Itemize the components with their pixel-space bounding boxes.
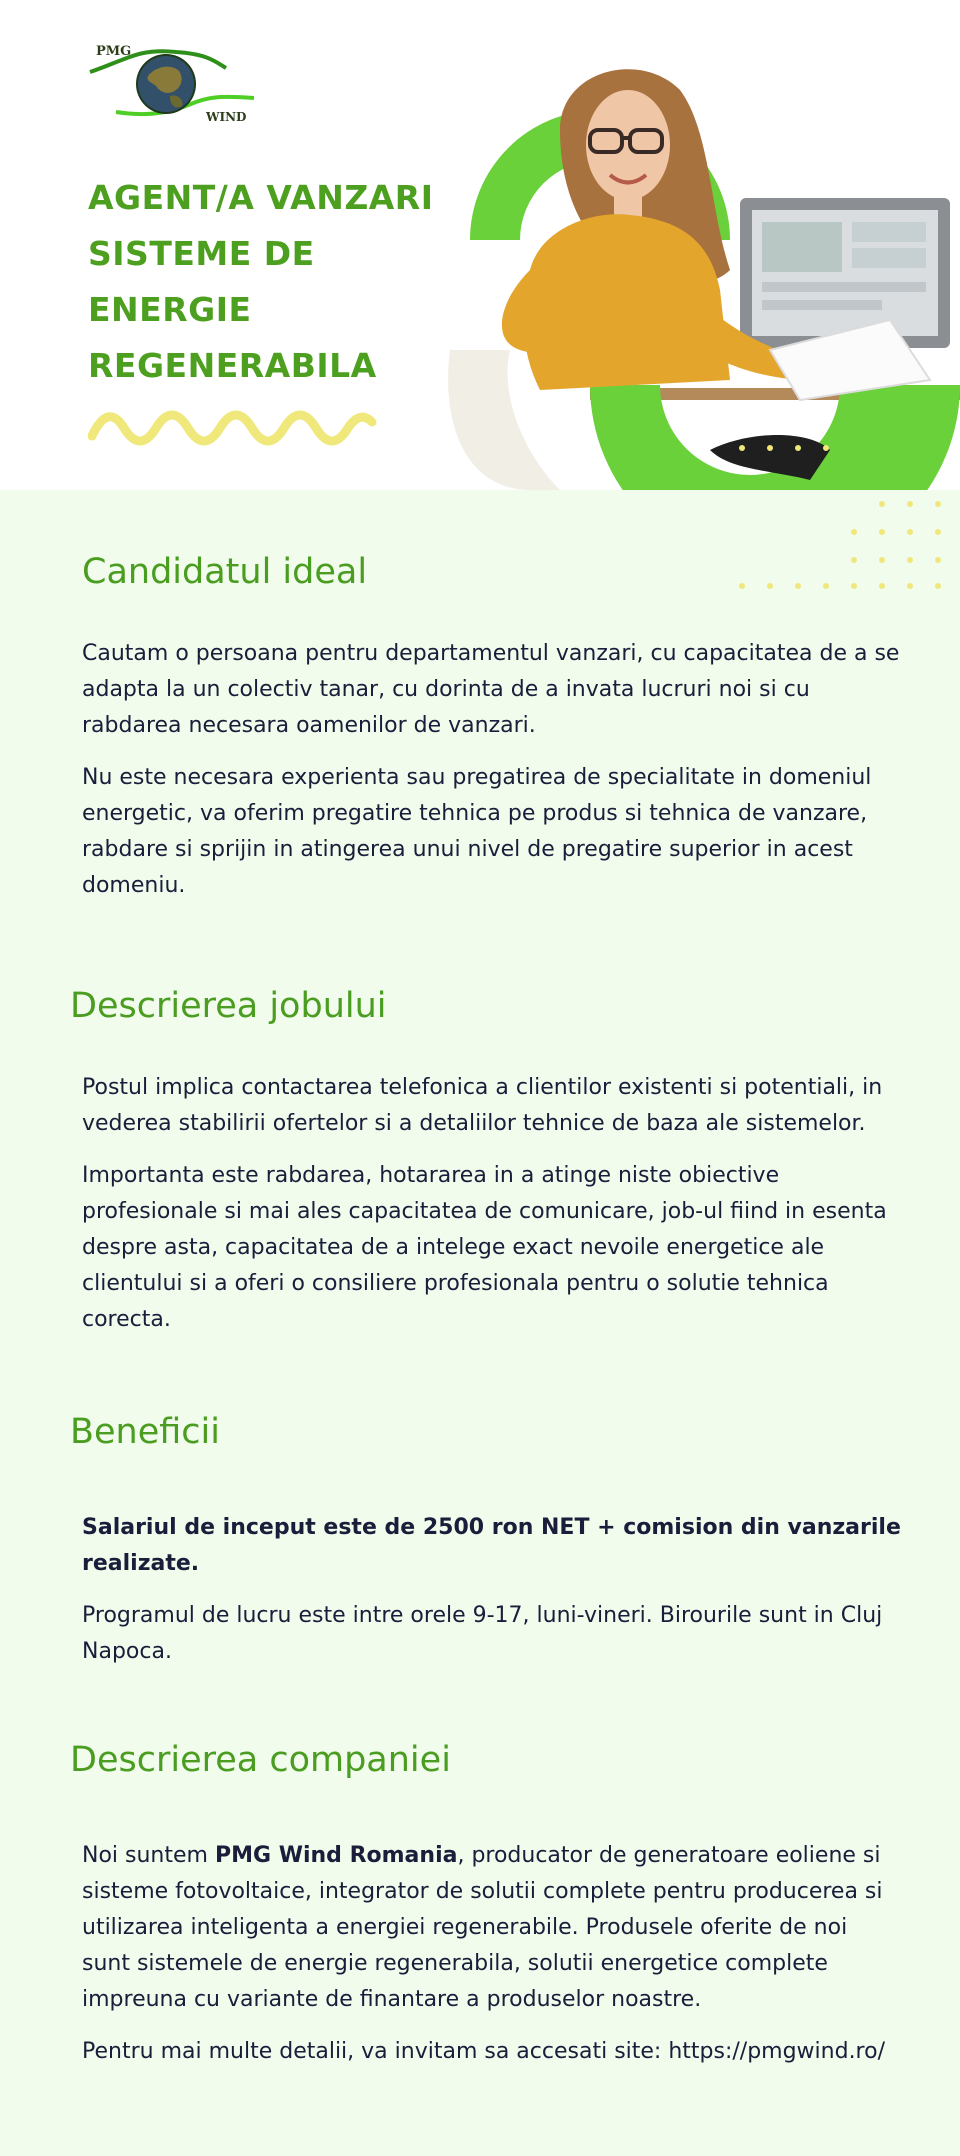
wave-decoration	[88, 408, 378, 448]
hero-illustration	[410, 50, 960, 490]
section-title-benefits: Beneficii	[70, 1412, 220, 1452]
section-title-ideal-candidate: Candidatul ideal	[82, 552, 368, 592]
job-title-line: SISTEME DE	[88, 234, 315, 273]
job-title-line: ENERGIE	[88, 290, 252, 329]
hero-banner	[0, 0, 960, 490]
job-title-line: REGENERABILA	[88, 346, 377, 385]
ideal-candidate-paragraph-2: Nu este necesara experienta sau pregatirea de specialitate in domeniul energetic, va oferim pregatire tehnica pe produs si tehnica de vanzare, rabdare si sprijin in atingerea unui nivel de pregatire superior in acest domeniu.	[82, 765, 872, 898]
logo-text-top: PMG	[96, 44, 132, 59]
company-description-paragraph-1	[82, 1838, 902, 2018]
job-description-paragraph-1: Postul implica contactarea telefonica a clientilor existenti si potentiali, in vederea stabilirii ofertelor si a detaliilor tehnice de baza ale sistemelor.	[82, 1075, 883, 1136]
company-description-text: , producator de generatoare eoliene si sisteme fotovoltaice, integrator de solutii complete pentru producerea si utilizarea inteligenta a energiei regenerabile. Produsele oferite de noi sunt sistemele de energie regenerabila, solutii energetice complete impreuna cu variante de finantare a produselor noastre.	[82, 1843, 883, 2012]
benefits-salary: Salariul de inceput este de 2500 ron NET + comision din vanzarile realizate.	[82, 1515, 901, 1576]
logo-text-bottom: WIND	[206, 110, 247, 124]
section-title-job-description: Descrierea jobului	[70, 986, 387, 1026]
company-logo	[86, 40, 266, 130]
section-title-company-description: Descrierea companiei	[70, 1740, 451, 1780]
company-website-text: Pentru mai multe detalii, va invitam sa accesati site: https://pmgwind.ro/	[82, 2039, 885, 2064]
job-title-line: AGENT/A VANZARI	[88, 178, 434, 217]
company-intro-text: Noi suntem	[82, 1843, 215, 1868]
benefits-schedule: Programul de lucru este intre orele 9-17, luni-vineri. Birourile sunt in Cluj Napoca.	[82, 1603, 883, 1664]
dots-decoration	[732, 440, 960, 600]
company-name: PMG Wind Romania	[214, 1843, 458, 1868]
ideal-candidate-paragraph-1: Cautam o persoana pentru departamentul vanzari, cu capacitatea de a se adapta la un colectiv tanar, cu dorinta de a invata lucruri noi si cu rabdarea necesara oamenilor de vanzari.	[82, 641, 900, 738]
job-description-paragraph-2: Importanta este rabdarea, hotararea in a atinge niste obiective profesionale si mai ales capacitatea de comunicare, job-ul fiind in esenta despre asta, capacitatea de a intelege exact nevoile energetice ale clientului si a oferi o consiliere profesionala pentru o solutie tehnica corecta.	[82, 1163, 887, 1332]
